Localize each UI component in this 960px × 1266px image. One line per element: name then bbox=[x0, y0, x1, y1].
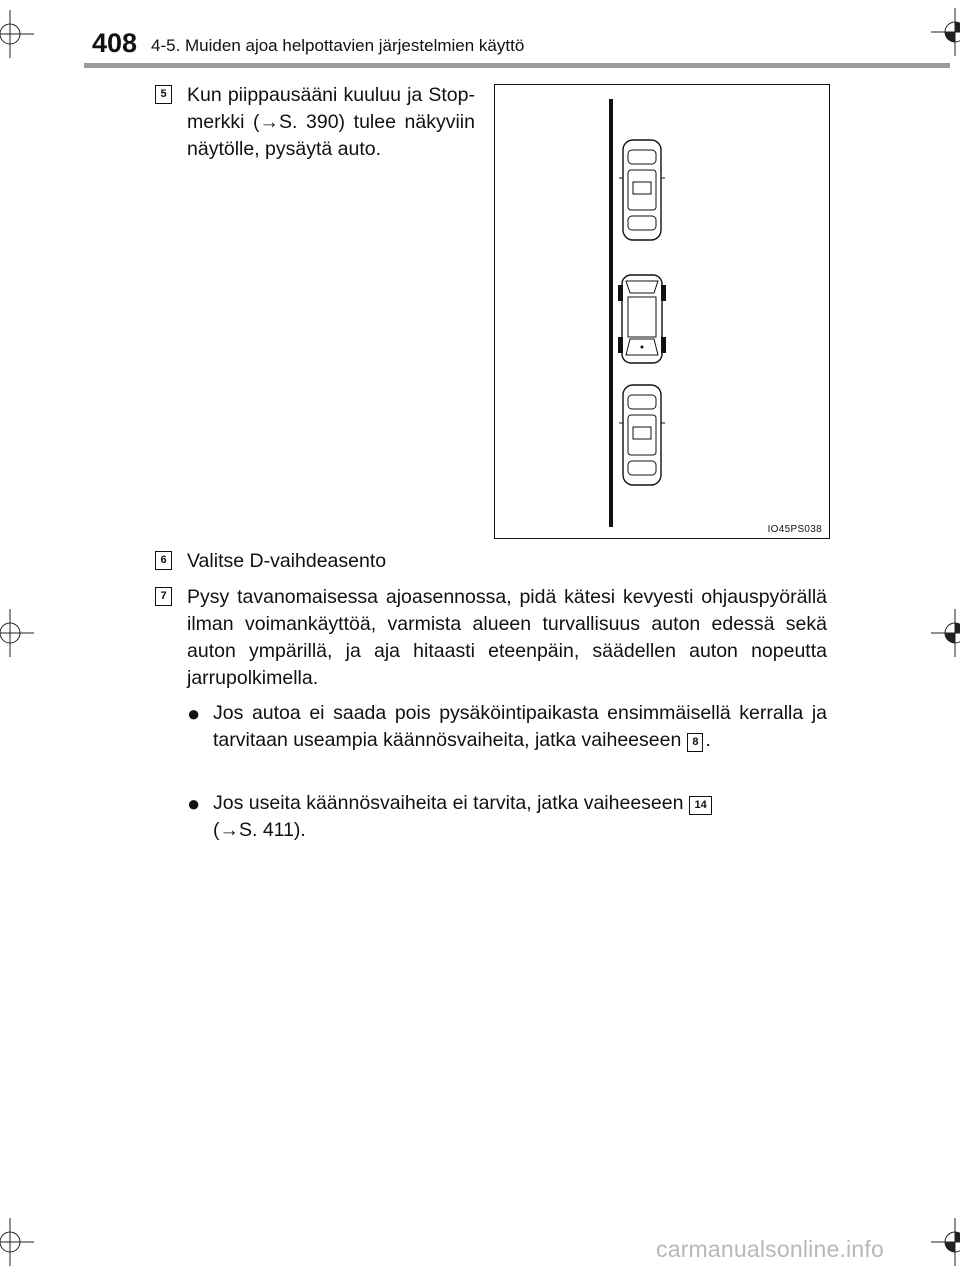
bullet-marker: ● bbox=[187, 701, 201, 726]
watermark: carmanualsonline.info bbox=[656, 1236, 884, 1262]
step-ref-badge-14: 14 bbox=[689, 796, 711, 815]
own-car bbox=[618, 275, 666, 363]
figure-caption: IO45PS038 bbox=[767, 524, 822, 535]
step-badge-6: 6 bbox=[155, 551, 172, 570]
registration-mark-middle-right bbox=[931, 609, 960, 657]
registration-mark-top-right bbox=[931, 8, 960, 56]
section-title: 4-5. Muiden ajoa helpottavien järjestelmien käyttö bbox=[151, 36, 525, 55]
parked-car-rear bbox=[619, 385, 665, 485]
bullet-suffix: (→S. 411). bbox=[213, 819, 306, 841]
bullet-text bbox=[213, 700, 827, 754]
step-7-text: Pysy tavanomaisessa ajoasennossa, pidä kätesi kevyesti ohjauspyörällä ilman voimankäyttöä, varmista alueen turvallisuus auton edessä sekä auton ympärillä, ja aja hitaasti eteenpäin, säädellen auton nopeutta jarrupolkimella. bbox=[187, 586, 827, 689]
bullet-body: Jos autoa ei saada pois pysäköintipaikasta ensimmäisellä kerralla ja tarvitaan useampia käännösvaiheita, jatka vaiheeseen bbox=[213, 702, 827, 751]
bullet-suffix: . bbox=[705, 729, 711, 751]
bullet-item bbox=[187, 700, 827, 781]
page-number: 408 bbox=[92, 28, 138, 58]
step-ref-badge-8: 8 bbox=[687, 733, 703, 752]
registration-mark-middle-left bbox=[0, 609, 34, 657]
step-5-text: Kun piippausääni kuuluu ja Stop-merkki (→S. 390) tulee näkyviin näytölle, pysäytä auto. bbox=[187, 84, 475, 160]
bullet-marker: ● bbox=[187, 791, 201, 816]
registration-mark-top-left bbox=[0, 10, 34, 58]
parking-illustration bbox=[494, 84, 830, 539]
parking-diagram bbox=[495, 85, 829, 538]
bullet-item bbox=[187, 790, 827, 844]
registration-mark-bottom-right bbox=[931, 1218, 960, 1266]
header-rule bbox=[84, 63, 950, 68]
step-badge-5: 5 bbox=[155, 85, 172, 104]
registration-mark-bottom-left bbox=[0, 1218, 34, 1266]
step-badge-7: 7 bbox=[155, 587, 172, 606]
parked-car-front bbox=[619, 140, 665, 240]
bullet-text bbox=[213, 790, 827, 844]
step-6-text: Valitse D-vaihdeasento bbox=[187, 550, 387, 572]
curb-line bbox=[609, 99, 613, 527]
bullet-body: Jos useita käännösvaiheita ei tarvita, jatka vaiheeseen bbox=[213, 792, 684, 814]
